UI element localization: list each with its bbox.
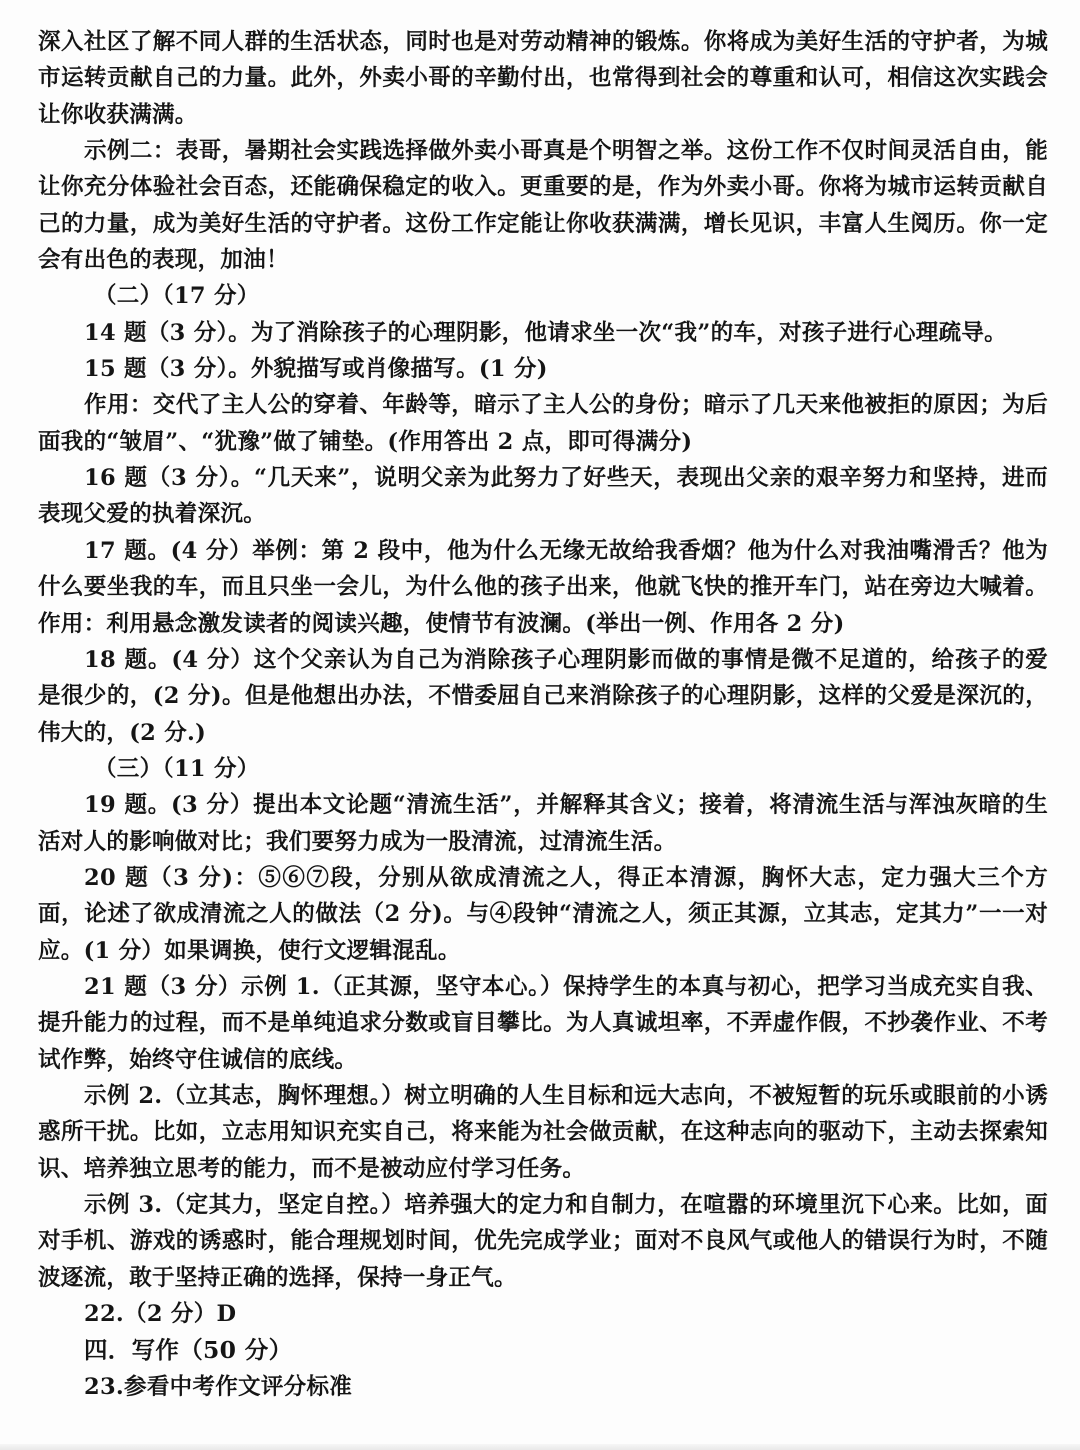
answer-question-15: 15 题（3 分）。外貌描写或肖像描写。(1 分): [84, 356, 548, 383]
answer-question-21-example-1: 21 题（3 分）示例 1.（正其源，坚守本心。）保持学生的本真与初心，把学习当成充实自我、提升能力的过程，而不是单纯追求分数或盲目攀比。为人真诚坦率，不弄虚作假，不抄袭作业、不考试作弊，始终守住诚信的底线。: [38, 973, 1048, 1073]
writing-section-heading: 四．写作（50 分）: [84, 1336, 293, 1365]
answer-question-14: 14 题（3 分）。为了消除孩子的心理阴影，他请求坐一次“我”的车，对孩子进行心理疏导。: [84, 319, 1007, 346]
paragraph-example-one-continuation: 深入社区了解不同人群的生活状态，同时也是对劳动精神的锻炼。你将成为美好生活的守护者，为城市运转贡献自己的力量。此外，外卖小哥的辛勤付出，也常得到社会的尊重和认可，相信这次实践会让你收获满满。: [38, 29, 1048, 128]
answer-key-content: [38, 24, 1048, 1405]
answer-question-20: 20 题（3 分)：⑤⑥⑦段，分别从欲成清流之人，得正本清源，胸怀大志，定力强大三个方面，论述了欲成清流之人的做法（2 分)。与④段钟“清流之人，须正其源，立其志，定其力”一一对应。(1 分）如果调换，使行文逻辑混乱。: [38, 864, 1048, 964]
answer-question-16: 16 题（3 分）。“几天来”，说明父亲为此努力了好些天，表现出父亲的艰辛努力和坚持，进而表现父爱的执着深沉。: [38, 465, 1048, 528]
answer-question-22: 22.（2 分）D: [84, 1301, 237, 1328]
scan-bottom-edge: [0, 1444, 1080, 1450]
answer-question-15-effect: 作用：交代了主人公的穿着、年龄等，暗示了主人公的身份；暗示了几天来他被拒的原因；为后面我的“皱眉”、“犹豫”做了铺垫。(作用答出 2 点，即可得满分): [38, 392, 1048, 455]
answer-question-21-example-3: 示例 3.（定其力，坚定自控。）培养强大的定力和自制力，在喧嚣的环境里沉下心来。比如，面对手机、游戏的诱惑时，能合理规划时间，优先完成学业；面对不良风气或他人的错误行为时，不随波逐流，敢于坚持正确的选择，保持一身正气。: [38, 1192, 1048, 1291]
answer-question-17: 17 题。(4 分）举例：第 2 段中，他为什么无缘无故给我香烟？他为什么对我油嘴滑舌？他为什么要坐我的车，而且只坐一会儿，为什么他的孩子出来，他就飞快的推开车门，站在旁边大喊着。作用：利用悬念激发读者的阅读兴趣，使情节有波澜。(举出一例、作用各 2 分): [38, 537, 1048, 637]
section-heading-three: （三）（11 分）: [94, 755, 260, 782]
answer-question-23: 23.参看中考作文评分标准: [84, 1373, 353, 1400]
paragraph-example-two: 示例二：表哥，暑期社会实践选择做外卖小哥真是个明智之举。这份工作不仅时间灵活自由，能让你充分体验社会百态，还能确保稳定的收入。更重要的是，作为外卖小哥。你将为城市运转贡献自己的力量，成为美好生活的守护者。这份工作定能让你收获满满，增长见识，丰富人生阅历。你一定会有出色的表现，加油！: [38, 138, 1048, 274]
section-heading-two: （二）（17 分）: [94, 283, 260, 310]
answer-question-21-example-2: 示例 2.（立其志，胸怀理想。）树立明确的人生目标和远大志向，不被短暂的玩乐或眼前的小诱惑所干扰。比如，立志用知识充实自己，将来能为社会做贡献，在这种志向的驱动下，主动去探索知识、培养独立思考的能力，而不是被动应付学习任务。: [38, 1082, 1048, 1182]
answer-question-19: 19 题。(3 分）提出本文论题“清流生活”，并解释其含义；接着，将清流生活与浑浊灰暗的生活对人的影响做对比；我们要努力成为一股清流，过清流生活。: [38, 792, 1048, 855]
answer-question-18: 18 题。(4 分）这个父亲认为自己为消除孩子心理阴影而做的事情是微不足道的，给孩子的爱是很少的，(2 分)。但是他想出办法，不惜委屈自己来消除孩子的心理阴影，这样的父爱是深沉的，伟大的，(2 分.): [38, 646, 1048, 746]
